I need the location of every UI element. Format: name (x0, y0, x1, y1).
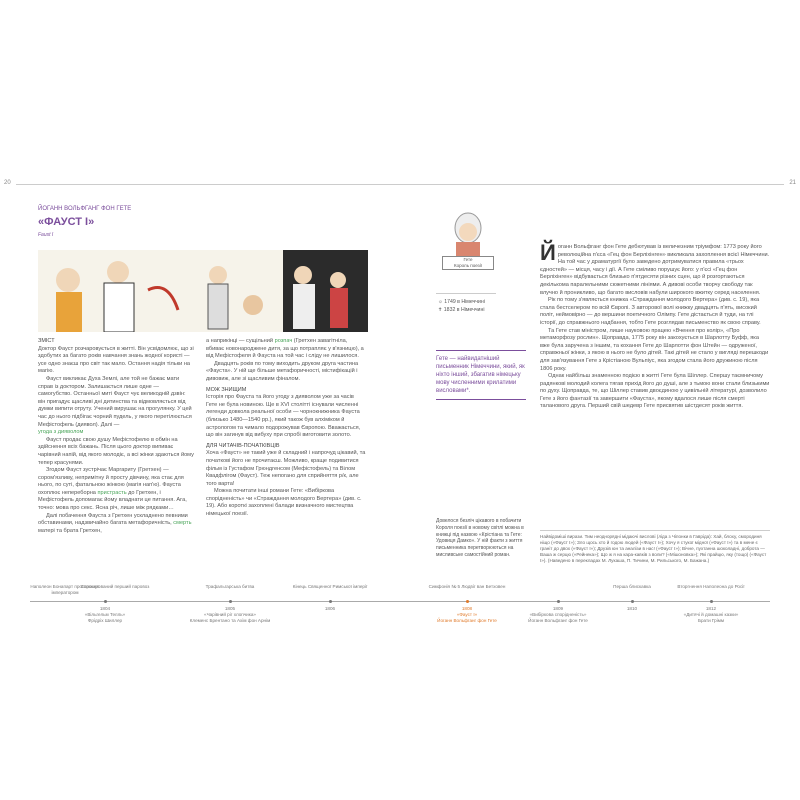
original-title: Faust I (38, 232, 54, 238)
timeline-marker (329, 600, 332, 603)
timeline-work (185, 606, 275, 624)
footnote: Найвідоміші вирази. Тим неоднорядні мідаючі вислові (ліда з Чіпонки в Гавріда): Хай, блоху, смородиня ніщо («Фауст І»); Зло щось хто й годою людей («Фауст І»); Хочу я стукої мідної («Фауст І») та в мене є граніт до двох («Фауст І»); Друзів юн та аналізи в нас! («Фауст І»); Вічне, пухтанна шоколадні, доброта — Ваша ж серцю («Рейнека»); Що ж я на кара-кавків з воли? («Мішоновка»); Які прайцю, яку (тощо) («Фауст І»). (Наведено в перекладах М. Лукаша, П. Тичини, М. Рильського, М. Бажана.) (540, 530, 770, 564)
timeline-year: 1810 (626, 606, 638, 611)
paragraph: Однак найбільш знаменною подією в житті Гете була Шіллер. Спершу таємничому радянкові молодий колега тягав прихід його до душі, але з тьмою вони стали близькими по духу. Щоправда, те, що Шіллер ставив двоєдиною у цивільній літературі, дозволило Гете з його фантазії та завершити «Фауста», якому вдалося лише після смерті таланового друга. Перший свій шедевр Гете присвятив шістдесят років життя. (540, 373, 770, 410)
banner-epithet: Король поезії (454, 263, 482, 268)
faust-illustration (38, 250, 368, 332)
paragraph: оганн Вольфганг фон Гете дебютував із величезним тріумфом: 1773 року його революційна п'єса «Гец фон Берліхінген» викликала захоплення всієї Німеччини. На той час у драматургії було заведено дотримуватися правила «трьох єдностей» — місця, часу і дії. А Гете сміливо порушує його: у п'єсі «Гец фон Берліхінген» відбувається близько п'ятдесяти різних сцен, що й розгортаються декількома паралельними сюжетними лініями. А дивові особи творчу свободу так влучно й проникливо, що багато висловів набули широкого вжитку серед населення. (540, 244, 770, 296)
timeline-author: Йоганн Вольфганг фон Гете (528, 618, 588, 623)
paragraph: матері та брата Гретхен, (38, 527, 102, 534)
timeline-event: Перша блискавка (613, 584, 651, 589)
timeline-year: 1809 (552, 606, 564, 611)
timeline-event: Трафальгарська битва (205, 584, 255, 589)
section-heading-summary: ЗМІСТ (38, 338, 55, 344)
paragraph: Можна почитати інші романи Гете: «Вибіркова спорідненість» чи «Страждання молодого Вертера» (див. с. 19). Або короткі захоплені балади визначного мистецтва німецької поезії. (206, 488, 362, 518)
timeline-marker (631, 600, 634, 603)
pull-quote: Гете — найвидатніший письменник Німеччини, який, як ніхто інший, збагатив німецьку мову численними крилатими висловами*. (436, 350, 526, 400)
link-death[interactable]: смерть (173, 520, 192, 527)
section-heading-beginners: ДЛЯ ЧИТАЧІВ-ПОЧАТКІВЦІВ (206, 442, 280, 449)
paragraph: а наприкінці — сущільний (206, 338, 274, 344)
paragraph: Згодом Фауст зустрічає Маргариту (Гретхен) — сором'язливу, непримітну й просту дівчину, яка стає для нього, по суті, фатальною жінкою (магія нап'ю). Фауста охоплює непереборна (38, 467, 184, 496)
paragraph: Фауст викликає Духа Землі, але той не бажає мати справ із доктором. Залишається лише одне — самогубство. Останньої миті Фауст чує великодній дзвін: він пригадує щасливі дні дитинства та відмовляється від думки випити отруту. Учений вирушає на прогулянку. У цей час до нього підбігає чорний пудель, у якого перетілюється Мефістофель (диявол). Далі — (38, 375, 192, 428)
paragraph: Двадцять років по тому виходить друком друга частина «Фауста». У ній ще більше метафоричності, містифікацій і дивовиж, але зі щасливим фіналом. (206, 360, 359, 382)
timeline-event: Кінець Священної Римської імперії (292, 584, 368, 589)
born-date: 1749 в Німеччині (444, 299, 485, 305)
timeline-event: Спроєктований перший паровоз (80, 584, 150, 589)
paragraph: Доктор Фауст розчаровується в житті. Він усвідомлює, що зі здобутих за багато років навчання знань жодної користі — усе одно знаєш про світ так мало. Остання надія тільки на магію. (38, 345, 194, 375)
left-column-1 (38, 338, 194, 535)
timeline-marker (104, 600, 107, 603)
life-dates (438, 298, 485, 314)
timeline-work (666, 606, 756, 624)
paragraph: Рік по тому з'являється книжка «Страждання молодого Вертера» (див. с. 19), яка стала бестселером по всій Європі. З авторової волі книжку двадцять п'ять, високий політ, неймовірно — до вершини поетичного Олімпу. Гете дістається й туди, на тлі історії, до справжнього надбання, тобто Гете розглядав письменство як свою справу. (540, 297, 761, 326)
timeline-title: «Дитячі й домашні казки» (683, 612, 739, 617)
timeline-title: «Фауст I» (456, 612, 478, 617)
timeline-marker (710, 600, 713, 603)
paragraph: до Гретхен, і Мефістофель допомагає йому владнати це питання. Ага, точно: мова про секс. Ясна річ, лише між рядками… (38, 489, 187, 512)
timeline-author: Клеменс Брентано та Ахім фон Арнім (189, 618, 271, 623)
timeline-author: Фрідріх Шиллер (87, 618, 123, 623)
timeline-title: «Вільгельм Телль» (84, 612, 126, 617)
timeline-marker (466, 600, 469, 603)
timeline-year: 1805 (224, 606, 236, 611)
timeline-work (285, 606, 375, 612)
timeline-work (60, 606, 150, 624)
timeline-marker (557, 600, 560, 603)
timeline-year: 1806 (324, 606, 336, 611)
timeline-author: Брати Грімм (697, 618, 725, 623)
timeline-work (422, 606, 512, 624)
left-column-2 (206, 338, 366, 519)
section-heading-history: МОЖ ЗНИЩИМ (206, 386, 247, 393)
timeline-event: Симфонія № 5 Людвіг ван Бетховен (428, 584, 506, 589)
page-number-right: 21 (789, 180, 796, 186)
died-date: 1832 в Німеччині (443, 307, 485, 313)
paragraph: Далі побачення Фауста з Гретхен ускладнено певними обставинами, надзвичайно багата метафоричність, (38, 512, 188, 527)
link-deal-with-devil[interactable]: угода з дияволом (38, 429, 84, 436)
timeline-axis (30, 601, 770, 602)
timeline-title: «Вибіркова спорідненість» (529, 612, 587, 617)
timeline-year: 1804 (99, 606, 111, 611)
aside-note: Довелося безліч цікавого в побачити Короля поезії в новому світлі можна в книжці під назвою «Крістіана та Гете: Удовиця Дамко». У ній факти з життя письменника перетворюються на мисливське самостійний роман. (436, 518, 524, 558)
timeline-work (587, 606, 677, 612)
born-icon: ☼ (438, 299, 445, 305)
timeline-author: Йоганн Вольфганг фон Гете (437, 618, 497, 623)
paragraph: Історія про Фауста та його угоду з дияволом уже за часів Гете не була новиною. Ще в XVI столітті існували численні легенди довкола реальної особи — чорнокнижника Фауста (близько 1480—1540 рр.), який також був алхіміком й астрологом та чимало подорожував Європою. Вважається, що він загинув від вибуху при спробі виготовити золото. (206, 394, 361, 439)
drop-cap: Й (540, 240, 556, 265)
timeline-year: 1812 (705, 606, 717, 611)
timeline-marker (229, 600, 232, 603)
goethe-portrait-illustration (438, 210, 498, 290)
banner-name: Гете (463, 257, 473, 262)
timeline-event: Вторгнення Наполеона до Росії (677, 584, 745, 589)
paragraph: Та Гете став міністром, лише науковою працею «Вчення про колір», «Про метаморфозу рослин». Щоправда, 1775 року він закохується в Шарлотту Буфф, яка вже була заручена з іншим, та кохання Гете до Шарлотти фон Штейн — одруженої, справжньої жінки, з якою в нього не було дітей. Такі дітей не стало у вигляді перешкоди для зав'язування Гете з Крістіаною Вульпіус, яка згодом стала його дружиною після 1806 року. (540, 327, 769, 372)
paragraph: Хоча «Фауст» не такий уже й складний і напрочуд цікавий, та початкові його не прочитаєш. Можливо, краще подивитися фільм із Густафом Грюндгенсом (Мефістофель) та Вілом Квадфлігом (Фауст). Теж непогано для сприйняття р/к, але того варта! (206, 450, 366, 487)
timeline-year: 1808 (461, 606, 473, 611)
link-passion[interactable]: пристрасть (97, 489, 127, 496)
paragraph: (Гретхен завагітніла, вбиває новонароджене дитя, за що потрапляє у в'язницю), а від Мефістофеля й Фауста на той час і сліду не лишилося. (206, 338, 364, 360)
right-body (540, 240, 770, 411)
timeline-event: Наполеон Бонапарт проголошує імператором (30, 584, 100, 595)
paragraph: Фауст продає свою душу Мефістофелю в обмін на здійснення всіх бажань. Після цього доктор випиває чарівний напій, від якого молодіє, а всі жінки здаються йому тепер красунями. (38, 436, 194, 466)
divider (436, 293, 496, 294)
died-icon: ✝ (438, 307, 444, 313)
timeline-title: «Чарівний ріг хлопчика» (204, 612, 256, 617)
goethe-portrait (438, 210, 498, 290)
faust-scene-illustration (38, 250, 368, 332)
top-rule (16, 184, 784, 185)
link-despair[interactable]: розпач (274, 338, 293, 344)
page-title: «ФАУСТ І» (38, 216, 95, 228)
author-name: ЙОГАНН ВОЛЬФГАНГ ФОН ГЕТЕ (38, 206, 132, 212)
page-number-left: 20 (4, 180, 11, 186)
